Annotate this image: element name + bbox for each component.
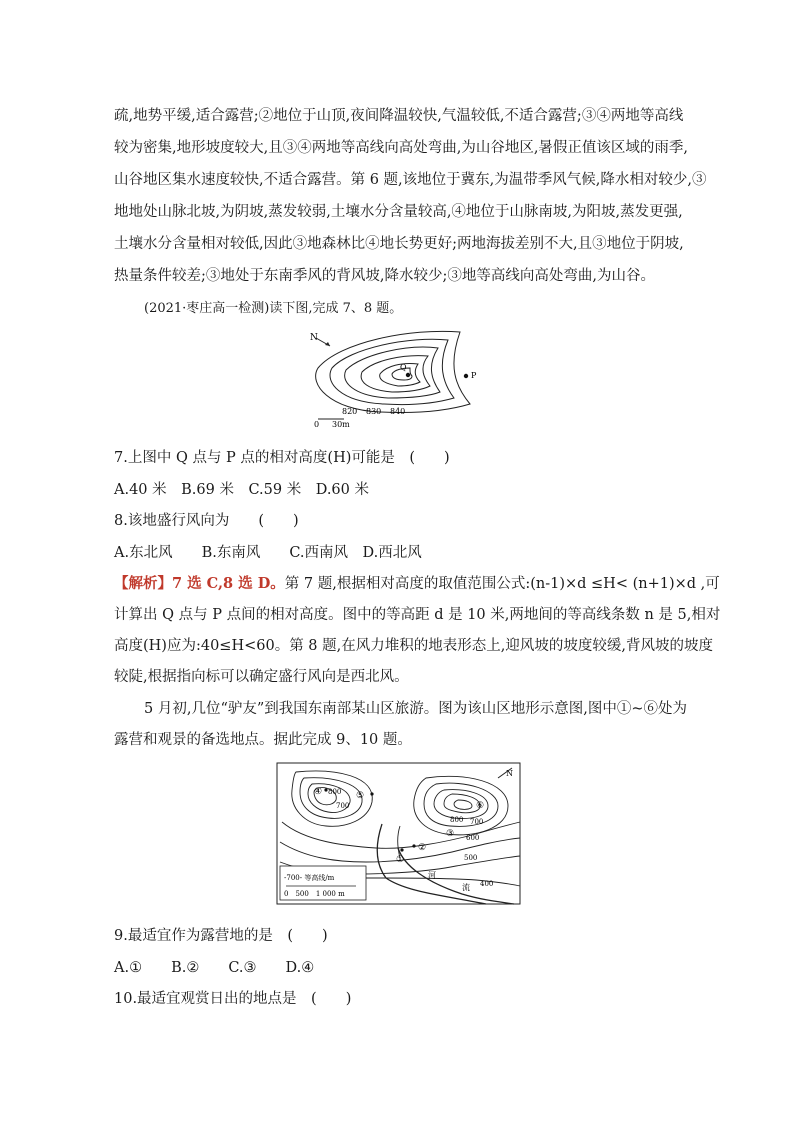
site-3-label: ③ xyxy=(446,829,455,839)
site-2-marker xyxy=(412,844,415,847)
site-4-marker xyxy=(324,788,327,791)
question-8-stem: 8.该地盛行风向为 ( ) xyxy=(114,513,299,529)
point-p-marker xyxy=(464,374,468,378)
figure1-scale-value: 30m xyxy=(332,420,350,429)
figure-2-terrain-map xyxy=(276,762,522,906)
prev-explanation-line-3: 山谷地区集水速度较快,不适合露营。第 6 题,该地位于冀东,为温带季风气候,降水相对较少,③ xyxy=(114,172,707,188)
intro-questions-9-10-line-2: 露营和观景的备选地点。据此完成 9、10 题。 xyxy=(114,732,412,748)
point-q-label: Q xyxy=(400,363,407,372)
prev-explanation-line-2: 较为密集,地形坡度较大,且③④两地等高线向高处弯曲,为山谷地区,暑假正值该区域的雨季, xyxy=(114,140,689,156)
contour-label-700-right: 700 xyxy=(470,818,484,826)
contour-label-500: 500 xyxy=(464,854,478,862)
question-7-stem: 7.上图中 Q 点与 P 点的相对高度(H)可能是 ( ) xyxy=(114,450,450,466)
point-q-marker xyxy=(406,373,410,377)
prev-explanation-line-5: 土壤水分含量相对较低,因此③地森林比④地长势更好;两地海拔差别不大,且③地位于阴坡, xyxy=(114,236,684,252)
question-9-options: A.① B.② C.③ D.④ xyxy=(114,960,315,976)
answer-7-8-line-1-rest: 第 7 题,根据相对高度的取值范围公式:(n-1)×d ≤H< (n+1)×d ,可 xyxy=(284,576,720,592)
river-char-1: 河 xyxy=(428,871,436,880)
river-char-2: 流 xyxy=(462,883,470,892)
contour-label-800-right: 800 xyxy=(450,816,464,824)
contour-label-830: 830 xyxy=(366,407,382,416)
answer-tag: 【解析】7 选 C,8 选 D。 xyxy=(114,575,285,592)
site-5-label: ⑤ xyxy=(356,791,365,801)
question-8-options: A.东北风 B.东南风 C.西南风 D.西北风 xyxy=(114,545,422,561)
site-1-marker xyxy=(400,848,403,851)
site-1-label: ① xyxy=(396,855,405,865)
legend-scale-text: 0 500 1 000 m xyxy=(284,890,345,898)
intro-questions-7-8: (2021·枣庄高一检测)读下图,完成 7、8 题。 xyxy=(144,301,403,316)
answer-7-8-line-4: 较陡,根据指向标可以确定盛行风向是西北风。 xyxy=(114,669,409,685)
question-10-stem: 10.最适宜观赏日出的地点是 ( ) xyxy=(114,991,352,1007)
figure2-north-label: N xyxy=(506,769,513,778)
answer-7-8-line-1 xyxy=(114,572,720,593)
contour-label-400: 400 xyxy=(480,880,494,888)
site-4-label: ④ xyxy=(314,787,323,797)
figure1-contours xyxy=(316,331,470,412)
point-p-label: P xyxy=(471,371,477,380)
contour-label-820: 820 xyxy=(342,407,358,416)
contour-label-840: 840 xyxy=(390,407,406,416)
prev-explanation-line-1: 疏,地势平缓,适合露营;②地位于山顶,夜间降温较快,气温较低,不适合露营;③④两地等高线 xyxy=(114,108,684,124)
prev-explanation-line-4: 地地处山脉北坡,为阴坡,蒸发较弱,土壤水分含量较高,④地位于山脉南坡,为阳坡,蒸发更强, xyxy=(114,204,683,220)
site-2-label: ② xyxy=(418,843,427,853)
contour-label-800-left: 800 xyxy=(328,788,342,796)
answer-7-8-line-3: 高度(H)应为:40≤H<60。第 8 题,在风力堆积的地表形态上,迎风坡的坡度较缓,背风坡的坡度 xyxy=(114,638,713,654)
question-7-options: A.40 米 B.69 米 C.59 米 D.60 米 xyxy=(114,482,369,498)
contour-label-600: 600 xyxy=(466,834,480,842)
question-9-stem: 9.最适宜作为露营地的是 ( ) xyxy=(114,928,328,944)
contour-label-700-left: 700 xyxy=(336,802,350,810)
intro-questions-9-10-line-1: 5 月初,几位“驴友”到我国东南部某山区旅游。图为该山区地形示意图,图中①~⑥处为 xyxy=(144,701,688,717)
figure1-scale-zero: 0 xyxy=(314,420,320,429)
prev-explanation-line-6: 热量条件较差;③地处于东南季风的背风坡,降水较少;③地等高线向高处弯曲,为山谷。 xyxy=(114,268,655,284)
figure1-north-label: N xyxy=(310,333,318,343)
figure-1-contour-map xyxy=(300,326,510,430)
legend-contour-text: -700- 等高线/m xyxy=(284,874,335,882)
site-6-label: ⑥ xyxy=(476,801,485,811)
site-5-marker xyxy=(370,792,373,795)
answer-7-8-line-2: 计算出 Q 点与 P 点间的相对高度。图中的等高距 d 是 10 米,两地间的等高线条数 n 是 5,相对 xyxy=(114,607,721,623)
